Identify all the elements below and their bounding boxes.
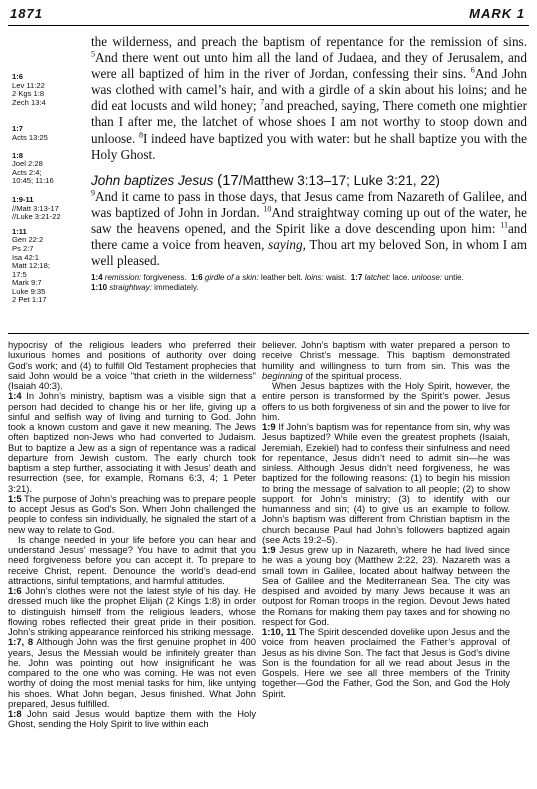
verse-text: And it came to pass in those days, that Jesus came from Nazareth of Galilee, and was baptized of John in Jordan.	[91, 188, 527, 220]
study-note-ref: 1:10, 11	[262, 626, 297, 637]
study-note: Is change needed in your life before you can hear and understand Jesus’ message? You have to admit that you need forgiveness before you can accept it. To prepare to receive Christ, repent. Denounce the world’s dead-end attractions, sinful temptations, and harmful attitudes.	[8, 533, 256, 586]
verse-text: the wilderness, and preach the baptism of repentance for the remission of sins.	[91, 34, 527, 49]
cross-ref-line: Ps 2:7	[12, 243, 34, 253]
cross-ref-group	[12, 152, 87, 186]
study-note: hypocrisy of the religious leaders who preferred their luxurious homes and positions of authority over doing God’s work; and (4) to fulfill Old Testament prophecies that said John would be a voice "that crieth in the wilderness" (Isaiah 40:3).	[8, 339, 256, 391]
cross-ref-verse: 1:7	[12, 124, 23, 134]
study-note-ref: 1:7, 8	[8, 636, 34, 648]
study-note-ref: 1:5	[8, 492, 22, 504]
footnote-ref: 1:7	[350, 273, 363, 283]
footnote-term: remission:	[104, 273, 142, 283]
study-note	[8, 709, 256, 730]
footnote-def: immediately.	[154, 282, 199, 292]
footnote-term: loins:	[304, 273, 324, 283]
cross-ref-line: Acts 13:25	[12, 132, 48, 142]
footnote-def: forgiveness.	[143, 273, 187, 283]
cross-ref-line: Luke 9:35	[12, 286, 46, 296]
footnote-def: untie.	[444, 273, 464, 283]
cross-ref-group	[12, 73, 87, 107]
study-note-text: John said Jesus would baptize them with the Holy Ghost, sending the Holy Spirit to live within each	[8, 708, 257, 730]
study-note	[8, 391, 256, 494]
book-chapter-title: MARK 1	[469, 6, 525, 21]
study-note-text: The purpose of John’s preaching was to prepare people to accept Jesus as God’s Son. When John challenged the people to confess sin individually, he signaled the start of a new way to relate to God.	[8, 492, 256, 535]
footnote-def: lace.	[392, 273, 410, 283]
section-heading-refs: /Matthew 3:13–17; Luke 3:21, 22)	[238, 172, 440, 188]
page-number: 1871	[10, 6, 43, 21]
footnote-def: waist.	[325, 273, 347, 283]
study-note	[262, 340, 510, 381]
cross-reference-column	[12, 73, 87, 310]
cross-ref-line: Lev 11:22	[12, 80, 45, 90]
verse-text: And there went out unto him all the land of Judaea, and they of Jerusalem, and were all baptized of him in the river of Jordan, confessing their sins.	[91, 50, 527, 82]
cross-ref-line: //Luke 3:21-22	[12, 212, 61, 222]
footnote-term: straightway:	[109, 282, 152, 292]
section-divider	[8, 333, 529, 334]
header-rule	[8, 25, 529, 26]
verse-number: 8	[138, 130, 143, 140]
study-note	[262, 627, 510, 699]
study-note-ref: 1:9	[262, 421, 276, 432]
cross-ref-line: Zech 13:4	[12, 97, 46, 107]
verse-text: Thou art my beloved Son, in whom I am well pleased.	[91, 237, 528, 269]
cross-ref-line: Acts 2:4;	[12, 167, 42, 177]
study-note	[8, 637, 256, 709]
footnote-term: latchet:	[364, 273, 391, 283]
verse-text: And John was clothed with camel’s hair, and with a girdle of a skin about his loins; and he did eat locusts and wild honey;	[91, 66, 527, 114]
cross-ref-line: Gen 22:2	[12, 235, 44, 245]
verse-number: 11	[500, 220, 508, 230]
study-note-ref: 1:6	[8, 585, 22, 596]
scripture-paragraph	[91, 34, 527, 163]
section-heading-number: (17	[217, 171, 239, 189]
verse-text: and preached, saying, There cometh one mightier than I after me, the latchet of whose shoes I am not worthy to stoop down and unloose.	[91, 98, 527, 146]
section-heading-title: John baptizes Jesus	[91, 172, 214, 188]
verse-number: 6	[470, 65, 475, 75]
study-note-ref: 1:9	[262, 544, 276, 555]
cross-ref-line: 2 Kgs 1:8	[12, 89, 45, 99]
study-note-text: Although John was the first genuine prophet in 400 years, Jesus the Messiah would be infinitely greater than he. John was pointing out how insignificant he was compared to the one who was coming. He was not even worthy of doing the most menial tasks for him, like untying his shoes. What John began, Jesus finished. What John prepared, Jesus fulfilled.	[8, 636, 256, 709]
scripture-paragraph	[91, 189, 527, 269]
verse-text: and there came a voice from heaven,	[91, 220, 527, 253]
cross-ref-line: Mark 9:7	[12, 278, 42, 288]
footnote-def: leather belt.	[260, 273, 303, 283]
verse-number: 5	[91, 49, 95, 59]
footnote-ref: 1:6	[191, 273, 203, 283]
study-note-text: believer. John’s baptism with water prepared a person to receive Christ’s message. This baptism demonstrated humility and willingness to turn from sin. This was the	[262, 339, 510, 371]
study-note-ref: 1:8	[8, 708, 22, 719]
verse-number: 9	[91, 188, 95, 198]
study-note-text: The Spirit descended dovelike upon Jesus and the voice from heaven proclaimed the Father’s approval of Jesus as his divine Son. The fact that Jesus is God’s divine Son is the foundation for all we read about Jesus in the Gospels. Here we see all three members of the Trinity together—God the Father, God the Son, and God the Holy Spirit.	[262, 626, 511, 699]
study-note-text: of the spiritual process.	[305, 369, 402, 381]
study-notes-left-column	[8, 340, 256, 730]
verse-text-italic: saying,	[268, 237, 306, 253]
study-note-ref: 1:4	[8, 390, 22, 402]
cross-ref-verse: 1:8	[12, 150, 23, 160]
study-note-emphasis: beginning	[262, 369, 303, 381]
study-note	[262, 545, 510, 627]
cross-ref-line: Isa 42:1	[12, 252, 40, 262]
footnote-ref: 1:10	[91, 282, 108, 292]
verse-text: And straightway coming up out of the water, he saw the heavens opened, and the Spirit like a dove descending upon him:	[91, 204, 528, 236]
cross-ref-line: Joel 2:28	[12, 159, 43, 169]
study-notes-right-column	[262, 340, 510, 699]
verse-number: 10	[263, 204, 272, 214]
cross-ref-line: //Matt 3:13-17	[12, 203, 59, 213]
study-note	[262, 422, 510, 545]
footnote-ref: 1:4	[91, 273, 103, 283]
cross-ref-group	[12, 196, 87, 222]
study-note	[8, 586, 256, 637]
footnote-term: girdle of a skin:	[204, 273, 259, 283]
cross-ref-verse: 1:6	[12, 72, 23, 81]
verse-number: 7	[260, 97, 265, 107]
study-note-text: In John’s ministry, baptism was a visible sign that a person had decided to change his or her life, giving up a sinful and selfish way of living and turning to God. John took a known custom and gave it new meaning. The Jews often baptized non-Jews who had converted to Judaism. But to baptize a Jew as a sign of repentance was a radical departure from Jewish custom. The early church took baptism a step further, associating it with Jesus’ death and resurrection (see, for example, Romans 6:3, 4; 1 Peter 3:21).	[8, 390, 256, 494]
cross-ref-line: Matt 12:18;	[12, 261, 50, 271]
verse-text: I indeed have baptized you with water: but he shall baptize you with the Holy Ghost.	[91, 130, 528, 162]
cross-ref-verse: 1:9-11	[12, 194, 34, 204]
cross-ref-line: 2 Pet 1:17	[12, 295, 47, 305]
study-note-text: Jesus grew up in Nazareth, where he had lived since he was a young boy (Matthew 2:22, 23). Nazareth was a small town in Galilee, located about halfway between the Sea of Galilee and the Mediterranean Sea. The city was despised and avoided by many Jews because it was an outpost for Roman troops in the region. Devout Jews hated the Romans for making them pay taxes and for showing no respect for God.	[262, 544, 510, 627]
study-note: When Jesus baptizes with the Holy Spirit, however, the entire person is transformed by the Spirit’s power. Jesus offers to us both forgiveness of sin and the power to live for him.	[262, 380, 510, 422]
study-note-text: John’s clothes were not the latest style of his day. He dressed much like the prophet Elijah (2 Kings 1:8) in order to distinguish himself from the religious leaders, whose flowing robes reflected their great pride in their position. John’s striking appearance reinforced his striking message.	[8, 585, 257, 637]
scripture-text	[91, 34, 527, 292]
cross-ref-group	[12, 125, 87, 142]
cross-ref-line: 17:5	[12, 269, 27, 279]
cross-ref-group	[12, 228, 87, 305]
footnote-term: unloose:	[411, 273, 443, 283]
study-note-text: If John’s baptism was for repentance from sin, why was Jesus baptized? While even the greatest prophets (Isaiah, Jeremiah, Ezekiel) had to confess their sinfulness and need for repentance, Jesus didn’t need to admit sin—he was sinless. Although Jesus didn’t need forgiveness, he was baptized for the following reasons: (1) to begin his mission to bring the message of salvation to all people; (2) to show support for John’s ministry; (3) to identify with our humanness and sin; (4) to give us an example to follow. John’s baptism was different from Christian baptism in the church because Paul had John’s followers baptized again (see Acts 19:2–5).	[262, 421, 510, 545]
section-heading	[91, 172, 527, 189]
cross-ref-line: 10:45; 11:16	[12, 176, 54, 186]
cross-ref-verse: 1:11	[12, 226, 27, 236]
study-note	[8, 494, 256, 535]
word-footnotes	[91, 273, 527, 292]
